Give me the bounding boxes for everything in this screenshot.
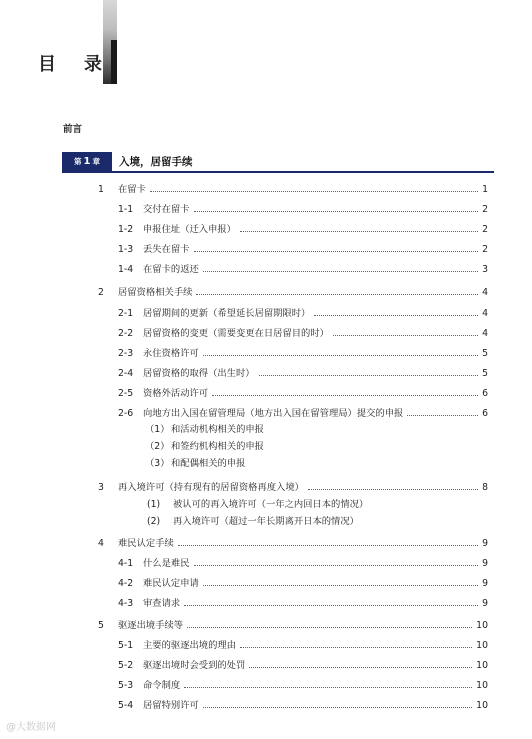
toc-entry-number: 4-3 — [118, 598, 134, 609]
toc-entry-4-3[interactable] — [118, 595, 488, 609]
toc-entry-page: 5 — [482, 368, 488, 379]
toc-entry-4-1[interactable] — [118, 555, 488, 569]
toc-entry-label: 资格外活动许可 — [143, 388, 209, 399]
toc-entry-2[interactable] — [98, 284, 488, 298]
toc-subitem-label: 和签约机构相关的申报 — [171, 441, 264, 452]
toc-entry-number: 1-1 — [118, 204, 134, 215]
chapter-tag-prefix: 第 — [74, 157, 82, 166]
toc-leader-dots — [184, 687, 472, 688]
toc-leader-dots — [194, 211, 479, 212]
toc-leader-dots — [178, 545, 478, 546]
toc-entry-label: 在留卡的返还 — [143, 264, 199, 275]
toc-entry-page: 9 — [482, 538, 488, 549]
toc-entry-page: 9 — [482, 578, 488, 589]
toc-leader-dots — [240, 647, 472, 648]
toc-entry-2-2[interactable] — [118, 325, 488, 339]
toc-entry-page: 10 — [476, 700, 488, 711]
preface-heading[interactable]: 前言 — [63, 124, 83, 135]
toc-entry-page: 1 — [482, 184, 488, 195]
toc-entry-page: 2 — [482, 204, 488, 215]
toc-leader-dots — [203, 707, 472, 708]
toc-entry-1-2[interactable] — [118, 221, 488, 235]
toc-entry-label: 丢失在留卡 — [143, 244, 190, 255]
toc-subitem-label: 和配偶相关的申报 — [171, 458, 246, 469]
toc-entry-label: 永住资格许可 — [143, 348, 199, 359]
toc-entry-4[interactable] — [98, 535, 488, 549]
toc-entry-2-4[interactable] — [118, 365, 488, 379]
toc-subitem[interactable] — [147, 513, 359, 527]
toc-entry-number: 2 — [98, 287, 104, 298]
toc-subitem[interactable] — [145, 421, 264, 435]
toc-entry-number: 2-1 — [118, 308, 134, 319]
toc-entry-page: 2 — [482, 244, 488, 255]
toc-entry-label: 审查请求 — [143, 598, 181, 609]
toc-entry-2-6[interactable] — [118, 405, 488, 419]
toc-subitem-number: (2) — [147, 516, 161, 527]
toc-entry-2-3[interactable] — [118, 345, 488, 359]
toc-leader-dots — [184, 605, 478, 606]
toc-leader-dots — [308, 489, 478, 490]
toc-subitem[interactable] — [147, 496, 368, 510]
toc-entry-label: 驱逐出境时会受到的处罚 — [143, 660, 246, 671]
toc-entry-label: 再入境许可（持有现有的居留资格再度入境） — [118, 482, 304, 493]
toc-leader-dots — [196, 294, 478, 295]
watermark: @大数据网 — [6, 722, 56, 733]
toc-leader-dots — [203, 355, 478, 356]
toc-entry-page: 9 — [482, 598, 488, 609]
toc-entry-page: 2 — [482, 224, 488, 235]
toc-entry-number: 5 — [98, 620, 104, 631]
toc-leader-dots — [259, 375, 478, 376]
toc-entry-5-3[interactable] — [118, 677, 488, 691]
toc-entry-label: 居留资格的取得（出生时） — [143, 368, 255, 379]
toc-entry-label: 交付在留卡 — [143, 204, 190, 215]
toc-leader-dots — [407, 415, 478, 416]
toc-subitem-number: (1) — [147, 499, 161, 510]
toc-leader-dots — [333, 335, 478, 336]
toc-entry-label: 什么是难民 — [143, 558, 190, 569]
toc-entry-4-2[interactable] — [118, 575, 488, 589]
toc-leader-dots — [240, 231, 478, 232]
toc-subitem-number: （1） — [145, 424, 170, 435]
toc-entry-page: 10 — [476, 640, 488, 651]
toc-entry-number: 2-4 — [118, 368, 134, 379]
toc-entry-page: 4 — [482, 328, 488, 339]
toc-subitem-label: 被认可的再入境许可（一年之内回日本的情况） — [173, 499, 369, 510]
toc-entry-number: 2-3 — [118, 348, 134, 359]
toc-leader-dots — [150, 191, 478, 192]
toc-entry-label: 居留期间的更新（希望延长居留期限时） — [143, 308, 311, 319]
chapter-tag — [62, 152, 112, 171]
chapter-title: 入境，居留手续 — [119, 156, 193, 168]
toc-entry-label: 主要的驱逐出境的理由 — [143, 640, 236, 651]
toc-entry-label: 居留资格的变更（需要变更在日居留目的时） — [143, 328, 329, 339]
toc-leader-dots — [203, 271, 478, 272]
toc-entry-5-2[interactable] — [118, 657, 488, 671]
toc-entry-label: 居留资格相关手续 — [118, 287, 193, 298]
toc-entry-page: 4 — [482, 287, 488, 298]
toc-leader-dots — [194, 565, 479, 566]
chapter-tag-number: 1 — [83, 156, 91, 167]
toc-entry-number: 5-2 — [118, 660, 134, 671]
toc-subitem[interactable] — [145, 438, 264, 452]
toc-entry-number: 5-4 — [118, 700, 134, 711]
toc-leader-dots — [212, 395, 478, 396]
toc-leader-dots — [187, 627, 472, 628]
toc-entry-label: 向地方出入国在留管理局（地方出入国在留管理局）提交的申报 — [143, 408, 404, 419]
toc-entry-number: 2-5 — [118, 388, 134, 399]
toc-entry-label: 居留特别许可 — [143, 700, 199, 711]
toc-entry-number: 3 — [98, 482, 104, 493]
toc-subitem[interactable] — [145, 455, 245, 469]
toc-entry-1-1[interactable] — [118, 201, 488, 215]
page-title — [38, 50, 104, 76]
toc-entry-label: 难民认定申请 — [143, 578, 199, 589]
header-dark-bar — [111, 40, 117, 84]
toc-entry-5[interactable] — [98, 617, 488, 631]
toc-entry-number: 2-2 — [118, 328, 134, 339]
toc-entry-number: 1-2 — [118, 224, 134, 235]
chapter-header — [62, 152, 494, 173]
toc-entry-number: 2-6 — [118, 408, 134, 419]
toc-entry-page: 10 — [476, 680, 488, 691]
toc-entry-page: 8 — [482, 482, 488, 493]
toc-entry-2-1[interactable] — [118, 305, 488, 319]
toc-leader-dots — [194, 251, 479, 252]
toc-entry-page: 3 — [482, 264, 488, 275]
toc-entry-page: 9 — [482, 558, 488, 569]
toc-entry-number: 4 — [98, 538, 104, 549]
title-char-2: 录 — [84, 54, 104, 75]
toc-entry-number: 1 — [98, 184, 104, 195]
toc-entry-2-5[interactable] — [118, 385, 488, 399]
toc-leader-dots — [314, 315, 478, 316]
toc-entry-label: 难民认定手续 — [118, 538, 174, 549]
toc-entry-5-4[interactable] — [118, 697, 488, 711]
toc-entry-1-4[interactable] — [118, 261, 488, 275]
toc-subitem-label: 再入境许可（超过一年长期离开日本的情况） — [173, 516, 359, 527]
toc-entry-page: 10 — [476, 620, 488, 631]
toc-leader-dots — [203, 585, 478, 586]
toc-entry-page: 5 — [482, 348, 488, 359]
toc-entry-number: 4-1 — [118, 558, 134, 569]
toc-subitem-label: 和活动机构相关的申报 — [171, 424, 264, 435]
toc-entry-label: 驱逐出境手续等 — [118, 620, 184, 631]
toc-subitem-number: （2） — [145, 441, 170, 452]
toc-entry-1-3[interactable] — [118, 241, 488, 255]
toc-subitem-number: （3） — [145, 458, 170, 469]
toc-entry-number: 1-3 — [118, 244, 134, 255]
toc-entry-number: 5-3 — [118, 680, 134, 691]
toc-leader-dots — [249, 667, 472, 668]
toc-entry-page: 6 — [482, 388, 488, 399]
toc-entry-number: 1-4 — [118, 264, 134, 275]
chapter-tag-suffix: 章 — [92, 157, 100, 166]
toc-entry-3[interactable] — [98, 479, 488, 493]
toc-entry-page: 6 — [482, 408, 488, 419]
toc-entry-number: 5-1 — [118, 640, 134, 651]
toc-entry-5-1[interactable] — [118, 637, 488, 651]
toc-entry-1[interactable] — [98, 181, 488, 195]
toc-entry-number: 4-2 — [118, 578, 134, 589]
title-char-1: 目 — [38, 54, 58, 75]
toc-entry-label: 在留卡 — [118, 184, 146, 195]
toc-entry-label: 命令制度 — [143, 680, 181, 691]
toc-entry-page: 10 — [476, 660, 488, 671]
toc-entry-label: 申报住址（迁入申报） — [143, 224, 236, 235]
toc-entry-page: 4 — [482, 308, 488, 319]
